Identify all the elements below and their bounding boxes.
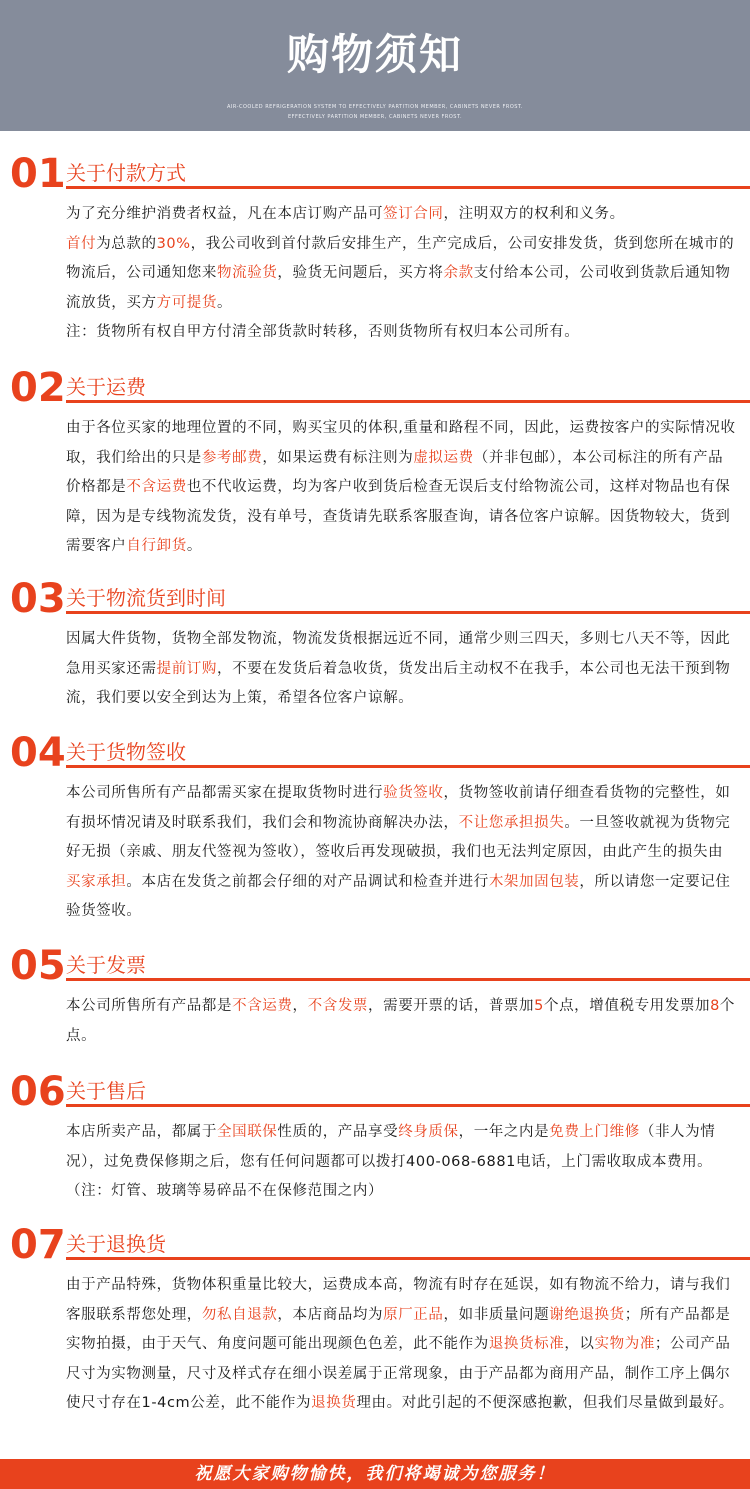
section-header [0,573,750,625]
body-text: 个点。 [66,998,736,1044]
section-title: 关于发票 [66,953,146,977]
page-title: 购物须知 [286,30,463,79]
section-number: 01 [10,151,66,197]
section-divider [66,186,750,189]
body-text: ，以 [564,1336,595,1353]
section-header [0,727,750,779]
body-text: ，货物签收前请仔细查看货物的完整性，如有损坏情况请及时联系我们，我们会和物流协商解决办法， [66,785,731,831]
section-header [0,1219,750,1271]
section-body [66,200,736,348]
body-text: ，需要开票的话，普票加 [368,998,535,1014]
highlight-text: 虚拟运费 [413,449,474,466]
body-text: ，本店商品均为 [277,1306,384,1323]
section-divider [66,1104,750,1107]
highlight-text: 方可提货 [156,294,218,311]
body-text: 性质的，产品享受 [277,1124,399,1140]
body-text: ；公司产品尺寸为实物测量，尺寸及样式存在细小误差属于正常现象，由于产品都为商用产品，制作工序上偶尔使尺寸存在1-4cm公差，此不能作为 [66,1336,731,1412]
section-delivery-time [0,573,750,714]
section-number: 02 [10,365,66,411]
highlight-text: 木架加固包装 [488,873,580,890]
highlight-text: 5 [534,998,544,1014]
section-title: 关于售后 [66,1079,146,1103]
highlight-text: 买家承担 [66,873,127,890]
section-divider [66,400,750,403]
body-text: 。一旦签收就视为货物完好无损（亲戚、朋友代签视为签收），签收后再发现破损，我们也无法判定原因，由此产生的损失由 [66,814,731,861]
highlight-text: 全国联保 [217,1124,278,1140]
section-body [66,414,736,562]
section-header [0,1066,750,1118]
body-text: 。 [217,294,233,311]
section-after-sales [0,1066,750,1207]
footer-banner: 祝愿大家购物愉快，我们将竭诚为您服务！ [0,1459,750,1489]
highlight-text: 谢绝退换货 [549,1306,625,1323]
section-title: 关于退换货 [66,1232,166,1256]
body-text: 。 [186,538,202,555]
section-header [0,148,750,200]
section-body [66,779,736,927]
highlight-text: 勿私自退款 [201,1306,278,1323]
section-number: 05 [10,943,66,989]
paragraph [66,200,736,230]
highlight-text: 退换货标准 [488,1336,565,1353]
section-title: 关于货物签收 [66,740,186,764]
highlight-text: 不让您承担损失 [458,814,565,831]
body-text: 为了充分维护消费者权益，凡在本店订购产品可 [66,206,384,222]
header-subtitle-line-2: EFFECTIVELY PARTITION MEMBER, CABINETS NEVER FROST. [287,114,463,120]
section-body [66,1118,736,1207]
highlight-text: 参考邮费 [201,449,263,466]
body-text: 注：货物所有权自甲方付清全部货款时转移，否则货物所有权归本公司所有。 [66,324,580,341]
paragraph [66,230,736,319]
body-text: ，验货无问题后，买方将 [277,265,444,282]
highlight-text: 物流验货 [217,265,278,282]
highlight-text: 不含运费 [126,479,187,496]
section-divider [66,978,750,981]
body-text: ，注明双方的权利和义务。 [443,206,625,222]
body-text: 理由。对此引起的不便深感抱歉，但我们尽量做到最好。 [356,1395,734,1412]
body-text: ，如非质量问题 [443,1306,550,1323]
highlight-text: 原厂正品 [383,1306,444,1323]
body-text: （并非包邮），本公司标注的所有产品价格都是 [66,449,724,496]
section-header [0,362,750,414]
section-goods-receipt [0,727,750,927]
section-invoice [0,940,750,1051]
highlight-text: 30% [156,235,191,252]
section-number: 04 [10,730,66,776]
body-text: ，所以请您一定要记住验货签收。 [66,873,731,920]
paragraph [66,318,736,348]
paragraph [66,1118,736,1207]
highlight-text: 提前订购 [156,660,218,677]
highlight-text: 签订合同 [383,206,444,222]
body-text: ，如果运费有标注则为 [262,449,414,466]
body-text: ，不要在发货后着急收货，货发出后主动权不在我手，本公司也无法干预到物流，我们要以安全到达为上策，希望各位客户谅解。 [66,660,731,707]
paragraph [66,779,736,927]
body-text: 由于各位买家的地理位置的不同，购买宝贝的体积,重量和路程不同，因此，运费按客户的实际情况收取，我们给出的只是 [66,420,736,466]
highlight-text: 免费上门维修 [549,1124,640,1140]
section-returns [0,1219,750,1419]
highlight-text: 首付 [66,235,97,252]
body-text: ；所有产品都是实物拍摄，由于天气、角度问题可能出现颜色色差，此不能作为 [66,1306,731,1353]
section-title: 关于物流货到时间 [66,586,226,610]
paragraph [66,992,736,1051]
section-number: 07 [10,1222,66,1268]
section-number: 06 [10,1069,66,1115]
page-header [0,0,750,131]
highlight-text: 实物为准 [594,1336,655,1353]
body-text: ，我公司收到首付款后安排生产，生产完成后，公司安排发货，货到您所在城市的物流后，公司通知您来 [66,235,735,282]
paragraph [66,1271,736,1419]
header-subtitle [0,102,750,122]
body-text: ，一年之内是 [458,1124,550,1140]
body-text: 个点，增值税专用发票加 [543,998,711,1014]
body-text: 也不代收运费，均为客户收到货后检查无误后支付给物流公司，这样对物品也有保障，因为是专线物流发货，没有单号，查货请先联系客服查询，请各位客户谅解。因货物较大，货到需要客户 [66,479,731,555]
body-text: 本公司所售所有产品都需买家在提取货物时进行 [66,785,384,801]
highlight-text: 余款 [443,265,474,282]
highlight-text: 不含运费 [232,998,293,1014]
body-text: ， [292,998,308,1014]
section-divider [66,765,750,768]
highlight-text: 8 [710,998,720,1014]
highlight-text: 退换货 [311,1395,357,1412]
highlight-text: 自行卸货 [126,538,187,555]
section-title: 关于付款方式 [66,161,186,185]
body-text: 。本店在发货之前都会仔细的对产品调试和检查并进行 [126,873,489,890]
body-text: 本店所卖产品，都属于 [66,1124,217,1140]
section-payment [0,148,750,348]
section-body [66,625,736,714]
highlight-text: 验货签收 [383,785,444,801]
body-text: 本公司所售所有产品都是 [66,998,233,1014]
section-header [0,940,750,992]
header-subtitle-line-1: AIR-COOLED REFRIGERATION SYSTEM TO EFFECTIVELY PARTITION MEMBER, CABINETS NEVER FROST. [226,104,523,110]
highlight-text: 终身质保 [398,1124,459,1140]
body-text: 支付给本公司，公司收到货款后通知物流放货，买方 [66,265,731,311]
section-shipping-fee [0,362,750,562]
paragraph [66,414,736,562]
section-body [66,1271,736,1419]
section-divider [66,1257,750,1260]
highlight-text: 不含发票 [307,998,369,1014]
section-number: 03 [10,576,66,622]
paragraph [66,625,736,714]
section-title: 关于运费 [66,375,146,399]
section-divider [66,611,750,614]
section-body [66,992,736,1051]
body-text: 因属大件货物，货物全部发物流，物流发货根据远近不同，通常少则三四天，多则七八天不等，因此急用买家还需 [66,631,731,677]
body-text: （非人为情况），过免费保修期之后，您有任何问题都可以拨打400-068-6881电话，上门需收取成本费用。（注：灯管、玻璃等易碎品不在保修范围之内） [66,1124,716,1200]
body-text: 由于产品特殊，货物体积重量比较大，运费成本高，物流有时存在延误，如有物流不给力，请与我们客服联系帮您处理， [66,1277,731,1323]
body-text: 为总款的 [96,235,157,252]
